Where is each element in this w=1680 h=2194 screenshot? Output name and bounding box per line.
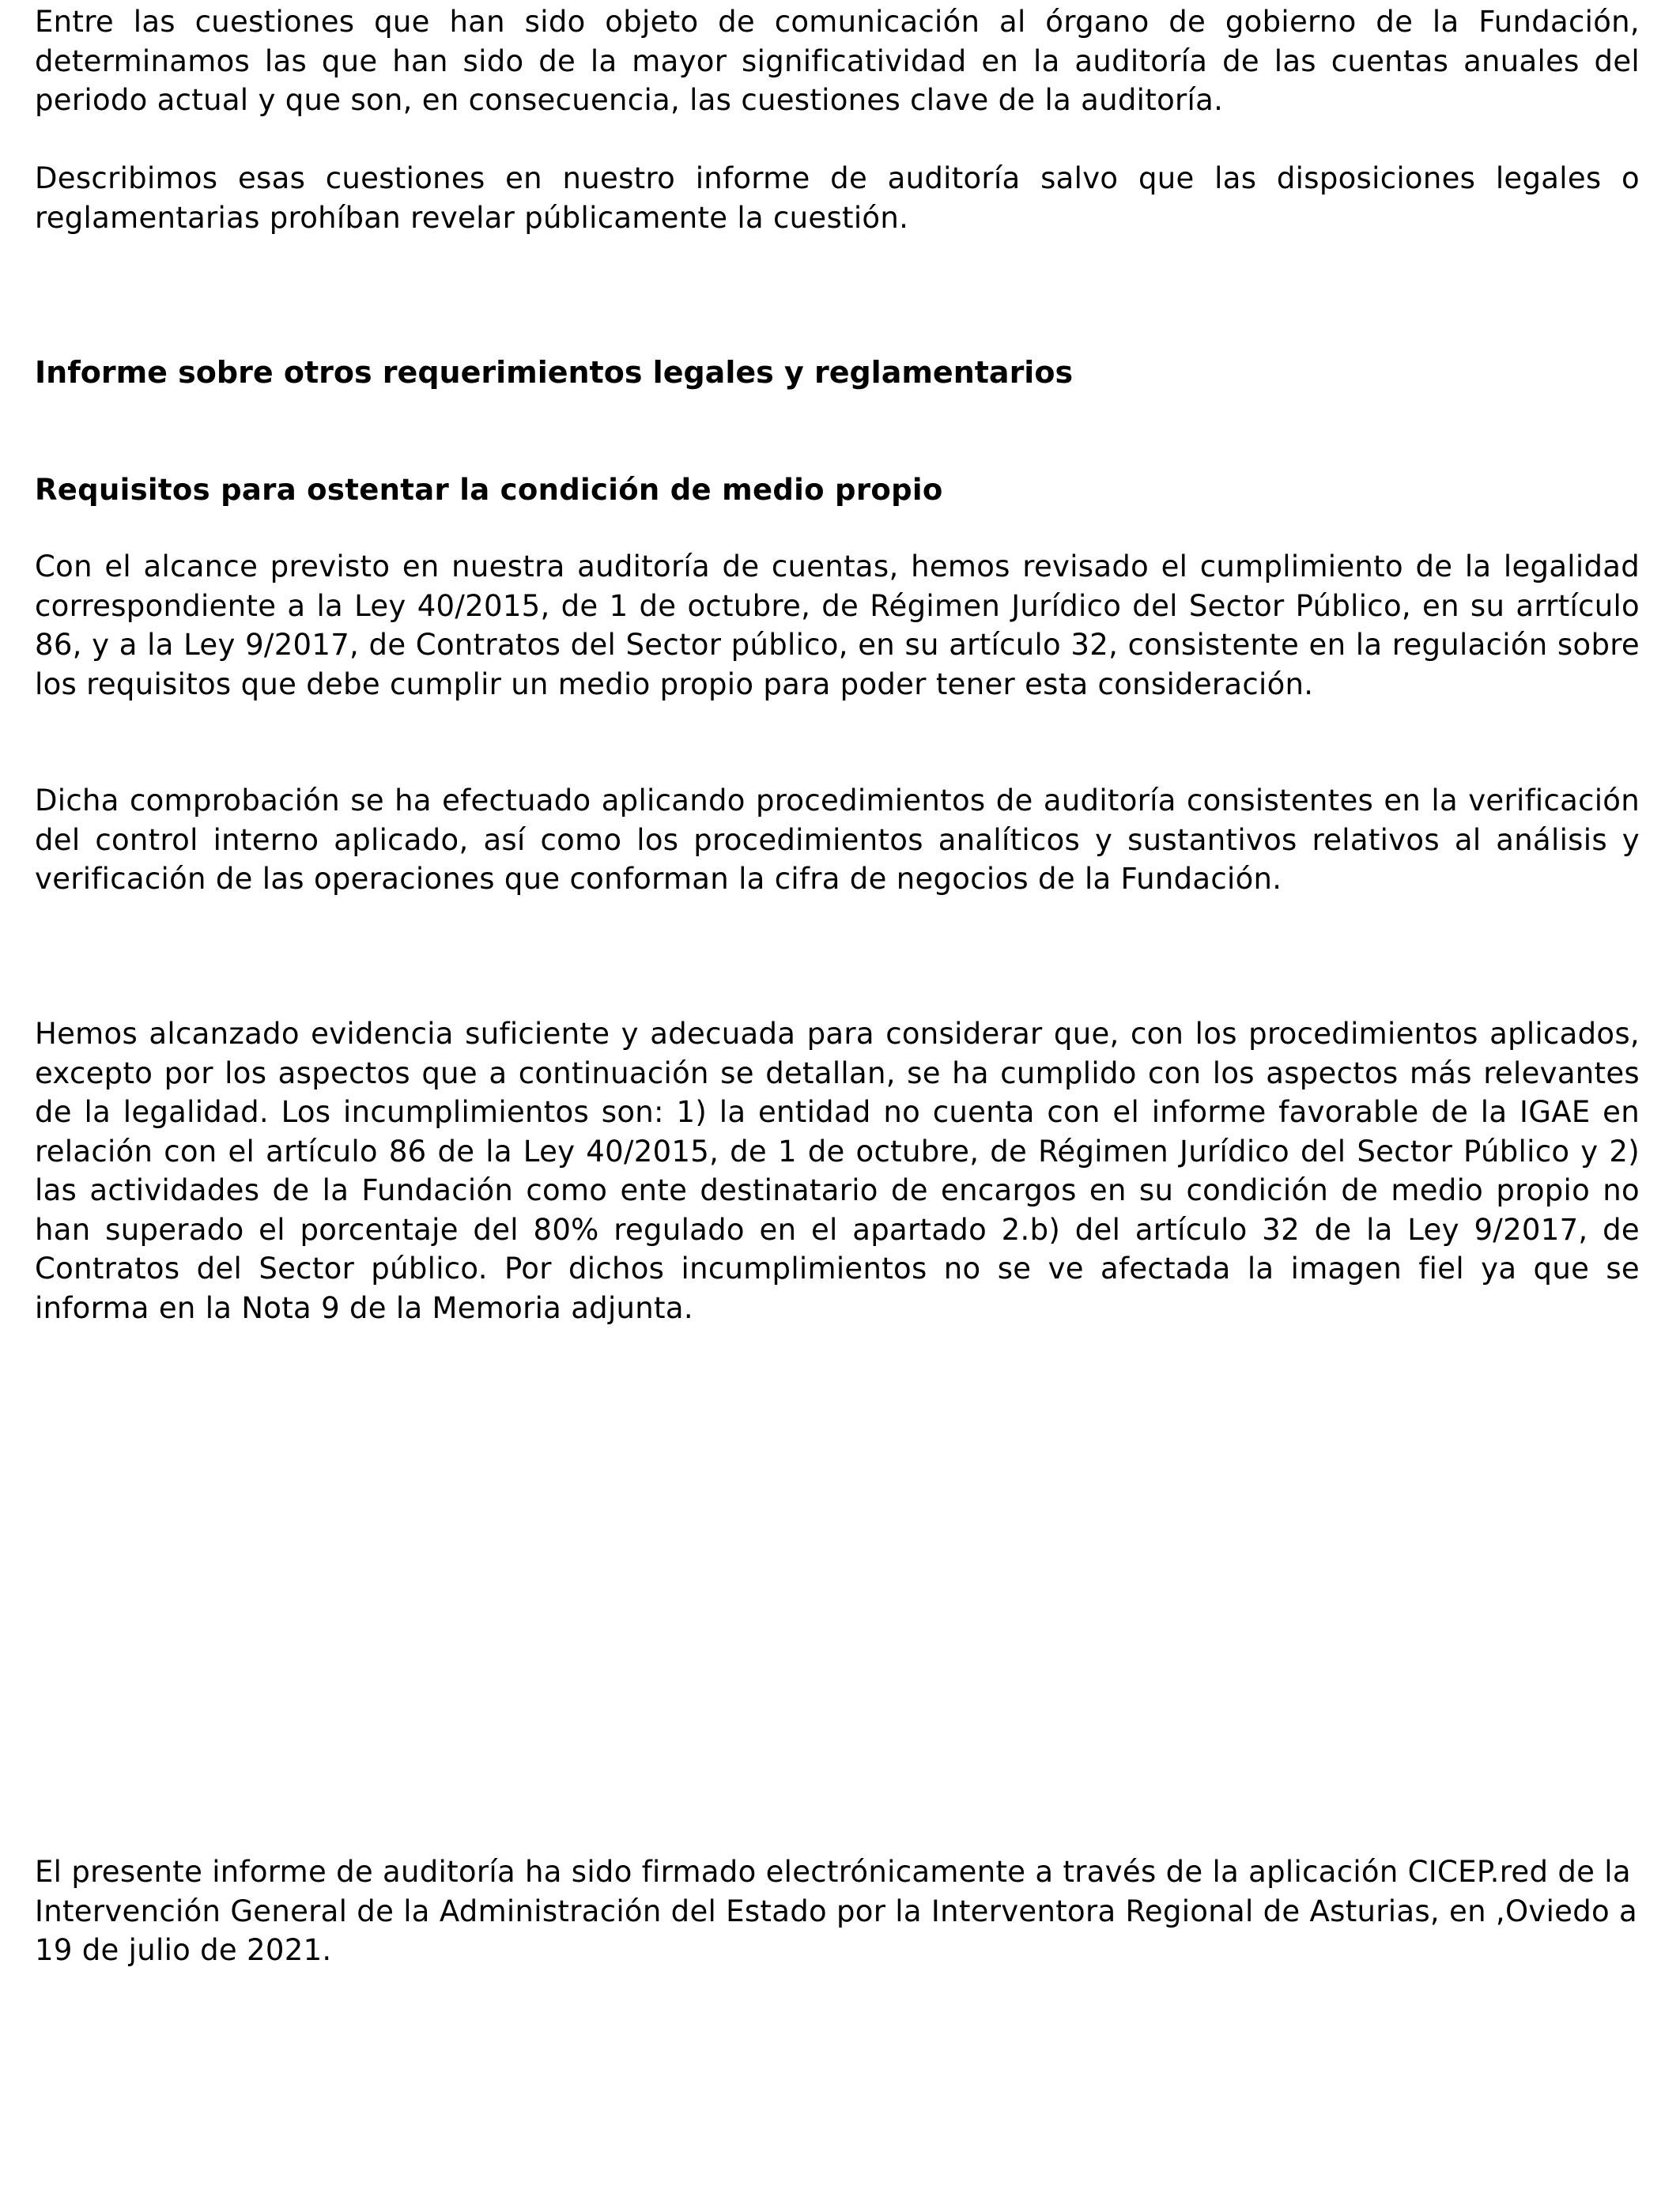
paragraph-audit-conclusion: Hemos alcanzado evidencia suficiente y adecuada para considerar que, con los procedimientos aplicados, excepto por los aspectos que a continuación se detallan, se ha cumplido con los aspectos más relevantes de la legalidad. Los incumplimientos son: 1) la entidad no cuenta con el informe favorable de la IGAE en relación con el artículo 86 de la Ley 40/2015, de 1 de octubre, de Régimen Jurídico del Sector Público y 2) las actividades de la Fundación como ente destinatario de encargos en su condición de medio propio no han superado el porcentaje del 80% regulado en el apartado 2.b) del artículo 32 de la Ley 9/2017, de Contratos del Sector público. Por dichos incumplimientos no se ve afectada la imagen fiel ya que se informa en la Nota 9 de la Memoria adjunta. xyxy=(35,1017,1640,1325)
intro-paragraph-key-matters: Entre las cuestiones que han sido objeto de comunicación al órgano de gobierno de la Fundación, determinamos las que han sido de la mayor significatividad en la auditoría de las cuentas anuales del periodo actual y que son, en consecuencia, las cuestiones clave de la auditoría. xyxy=(35,5,1640,117)
signature-paragraph: El presente informe de auditoría ha sido firmado electrónicamente a través de la aplicación CICEP.red de la Intervención General de la Administración del Estado por la Interventora Regional de Asturias, en ,Oviedo a 19 de julio de 2021. xyxy=(35,1855,1637,1967)
section-heading-legal-requirements: Informe sobre otros requerimientos legales y reglamentarios xyxy=(35,355,1074,390)
document-page xyxy=(35,0,1640,2194)
subsection-heading-medio-propio: Requisitos para ostentar la condición de medio propio xyxy=(35,473,943,507)
paragraph-audit-procedures: Dicha comprobación se ha efectuado aplicando procedimientos de auditoría consistentes en la verificación del control interno aplicado, así como los procedimientos analíticos y sustantivos relativos al análisis y verificación de las operaciones que conforman la cifra de negocios de la Fundación. xyxy=(35,784,1640,896)
paragraph-audit-scope: Con el alcance previsto en nuestra auditoría de cuentas, hemos revisado el cumplimiento de la legalidad correspondiente a la Ley 40/2015, de 1 de octubre, de Régimen Jurídico del Sector Público, en su arrtículo 86, y a la Ley 9/2017, de Contratos del Sector público, en su artículo 32, consistente en la regulación sobre los requisitos que debe cumplir un medio propio para poder tener esta consideración. xyxy=(35,549,1640,701)
intro-paragraph-disclosure: Describimos esas cuestiones en nuestro informe de auditoría salvo que las disposiciones legales o reglamentarias prohíban revelar públicamente la cuestión. xyxy=(35,161,1640,235)
